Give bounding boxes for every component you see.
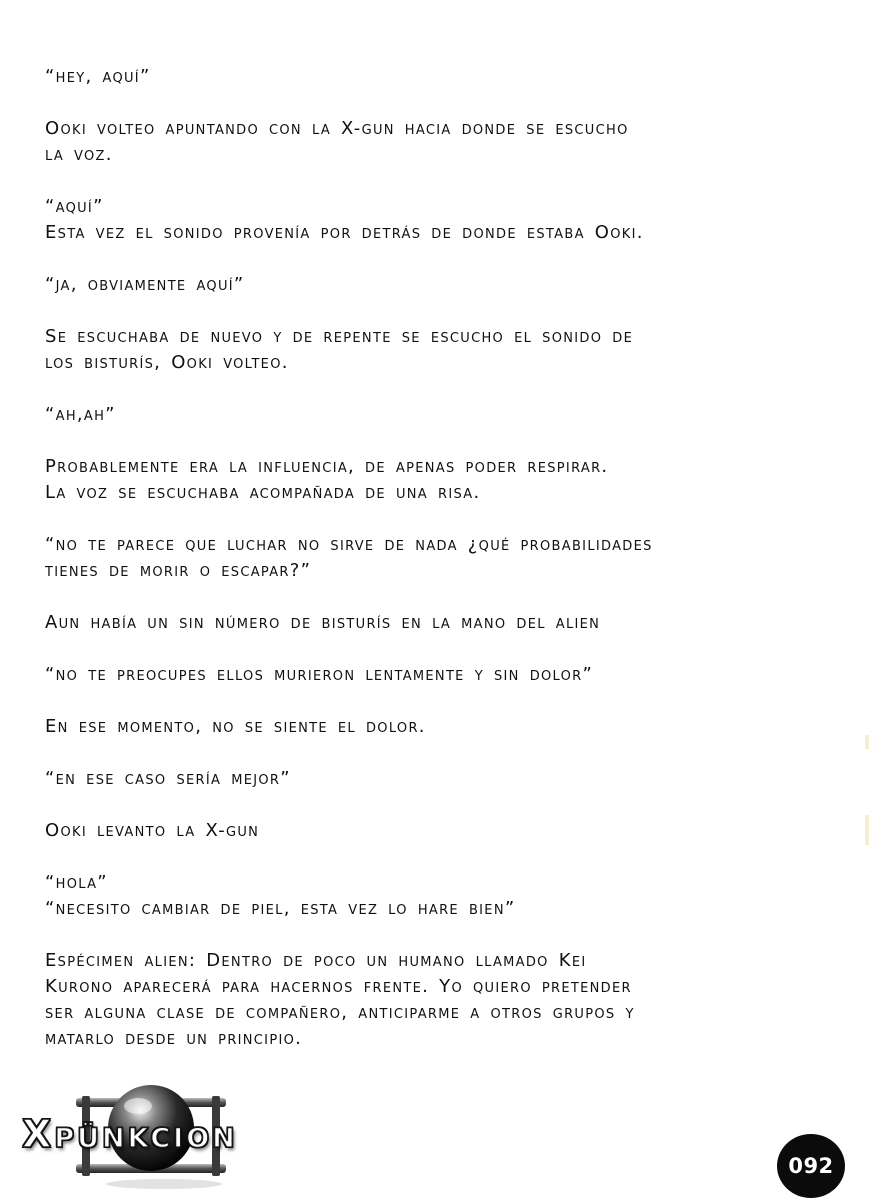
paragraph: “no te parece que luchar no sirve de nada ¿qué probabilidades tienes de morir o escapar?” — [45, 534, 653, 581]
edge-mark — [865, 815, 869, 845]
xpunkcion-logo — [16, 1080, 288, 1190]
edge-mark — [865, 735, 869, 749]
paragraph: Espécimen alien: Dentro de poco un humano llamado Kei Kurono aparecerá para hacernos frente. Yo quiero pretender ser alguna clase de compañero, anticiparme a otros grupos y matarlo desde un principio. — [45, 950, 635, 1049]
paragraph: Probablemente era la influencia, de apenas poder respirar. La voz se escuchaba acompañada de una risa. — [45, 456, 609, 503]
paragraph: “aquí” Esta vez el sonido provenía por detrás de donde estaba Ooki. — [45, 196, 644, 243]
logo-wordmark — [22, 1112, 238, 1156]
paragraph: “hola” “necesito cambiar de piel, esta vez lo hare bien” — [45, 872, 516, 919]
page-body-text — [45, 64, 845, 1052]
paragraph: En ese momento, no se siente el dolor. — [45, 716, 426, 737]
paragraph: “ah,ah” — [45, 404, 116, 425]
paragraph: Se escuchaba de nuevo y de repente se escucho el sonido de los bisturís, Ooki volteo. — [45, 326, 634, 373]
paragraph: “hey, aquí” — [45, 66, 151, 87]
paragraph: “no te preocupes ellos murieron lentamente y sin dolor” — [45, 664, 594, 685]
paragraph: “en ese caso sería mejor” — [45, 768, 291, 789]
paragraph: Ooki levanto la X-gun — [45, 820, 260, 841]
paragraph: Aun había un sin número de bisturís en la mano del alien — [45, 612, 601, 633]
paragraph: Ooki volteo apuntando con la X-gun hacia donde se escucho la voz. — [45, 118, 629, 165]
page-number-badge: 092 — [777, 1134, 845, 1198]
logo-rest: PÜNKCION — [54, 1123, 238, 1154]
logo-initial: X — [22, 1112, 55, 1156]
paragraph: “ja, obviamente aquí” — [45, 274, 245, 295]
